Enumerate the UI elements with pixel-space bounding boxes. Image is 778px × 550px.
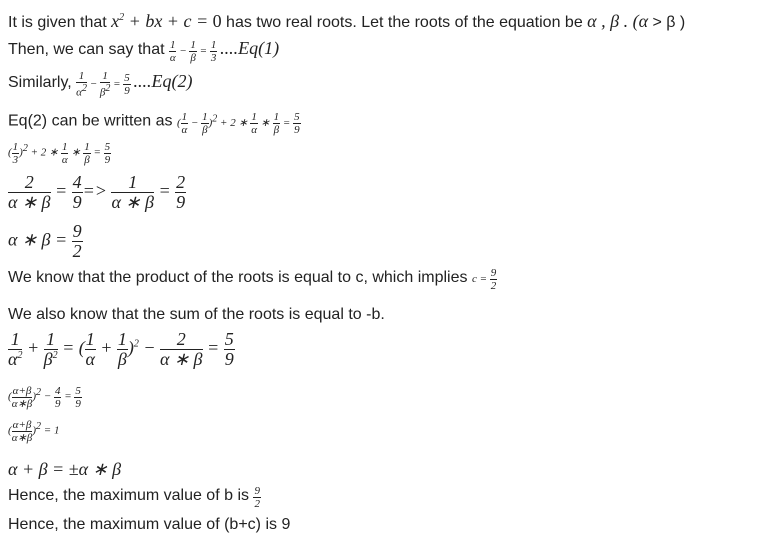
doc-line-3: Similarly, $\frac{1}{\alpha^2}$ − $\frac{1}{\beta^2}$ = $\frac{5}{9}$ ....Eq(2): [8, 70, 193, 99]
doc-line-2: Then, we can say that $\frac{1}{\alpha}$ − $\frac{1}{\beta}$ = $\frac{1}{3}$ ....Eq(1): [8, 38, 280, 65]
doc-line-10: $\frac{1}{\alpha^2}$ + $\frac{1}{\beta^2}$ = ( $\frac{1}{\alpha}$ + $\frac{1}{\beta}$ )$^2$ − $\frac{2}{\alpha ∗ \beta}$ = $\frac{5}{9}$: [8, 329, 234, 369]
eq2-expression: $\frac{1}{\alpha^2}$ − $\frac{1}{\beta^2}$ = $\frac{5}{9}$: [76, 70, 130, 99]
doc-line-1: It is given that $x^2$ + bx + c = 0 has two real roots. Let the roots of the equation be α , β . (α > β ): [8, 11, 686, 31]
roots-alpha-beta: α , β . (α: [587, 11, 649, 31]
eq1-expression: $\frac{1}{\alpha}$ − $\frac{1}{\beta}$ = $\frac{1}{3}$: [169, 39, 217, 65]
doc-line-6: $\frac{2}{\alpha ∗ \beta}$ = $\frac{4}{9}$ => $\frac{1}{\alpha ∗ \beta}$ = $\frac{2}{9}$: [8, 172, 186, 212]
doc-line-7: α ∗ β = $\frac{9}{2}$: [8, 221, 82, 261]
doc-line-14: Hence, the maximum value of b is $\frac{9}{2}$: [8, 485, 260, 511]
doc-line-5: ( $\frac{1}{3}$ )$^2$ + 2 ∗ $\frac{1}{\alpha}$ ∗ $\frac{1}{\beta}$ = $\frac{5}{9}$: [8, 140, 111, 166]
c-value: c = $\frac{9}{2}$: [471, 267, 497, 293]
doc-line-15: Hence, the maximum value of (b+c) is 9: [8, 516, 291, 533]
doc-line-13: α + β = ±α ∗ β: [8, 459, 122, 479]
b-max-value: $\frac{9}{2}$: [254, 485, 260, 511]
doc-line-11: ( $\frac{\alpha+\beta}{\alpha∗\beta}$ )$^2$ − $\frac{4}{9}$ = $\frac{5}{9}$: [8, 384, 81, 410]
doc-line-4: Eq(2) can be written as ( $\frac{1}{\alpha}$ − $\frac{1}{\beta}$ )$^2$ + 2 ∗ $\frac{1}{\alpha}$ ∗ $\frac{1}{\beta}$ = $\frac{5}{9}$: [8, 110, 300, 136]
eq2-rewritten: ( $\frac{1}{\alpha}$ − $\frac{1}{\beta}$ )$^2$ + 2 ∗ $\frac{1}{\alpha}$ ∗ $\frac{1}{\beta}$ = $\frac{5}{9}$: [176, 110, 300, 136]
doc-line-12: ( $\frac{\alpha+\beta}{\alpha∗\beta}$ )$^2$ = 1: [8, 418, 60, 444]
doc-line-9: We also know that the sum of the roots is equal to -b.: [8, 306, 385, 323]
given-equation: $x^2$ + bx + c = 0: [111, 11, 222, 31]
doc-line-8: We know that the product of the roots is equal to c, which implies c = $\frac{9}{2}$: [8, 267, 497, 293]
